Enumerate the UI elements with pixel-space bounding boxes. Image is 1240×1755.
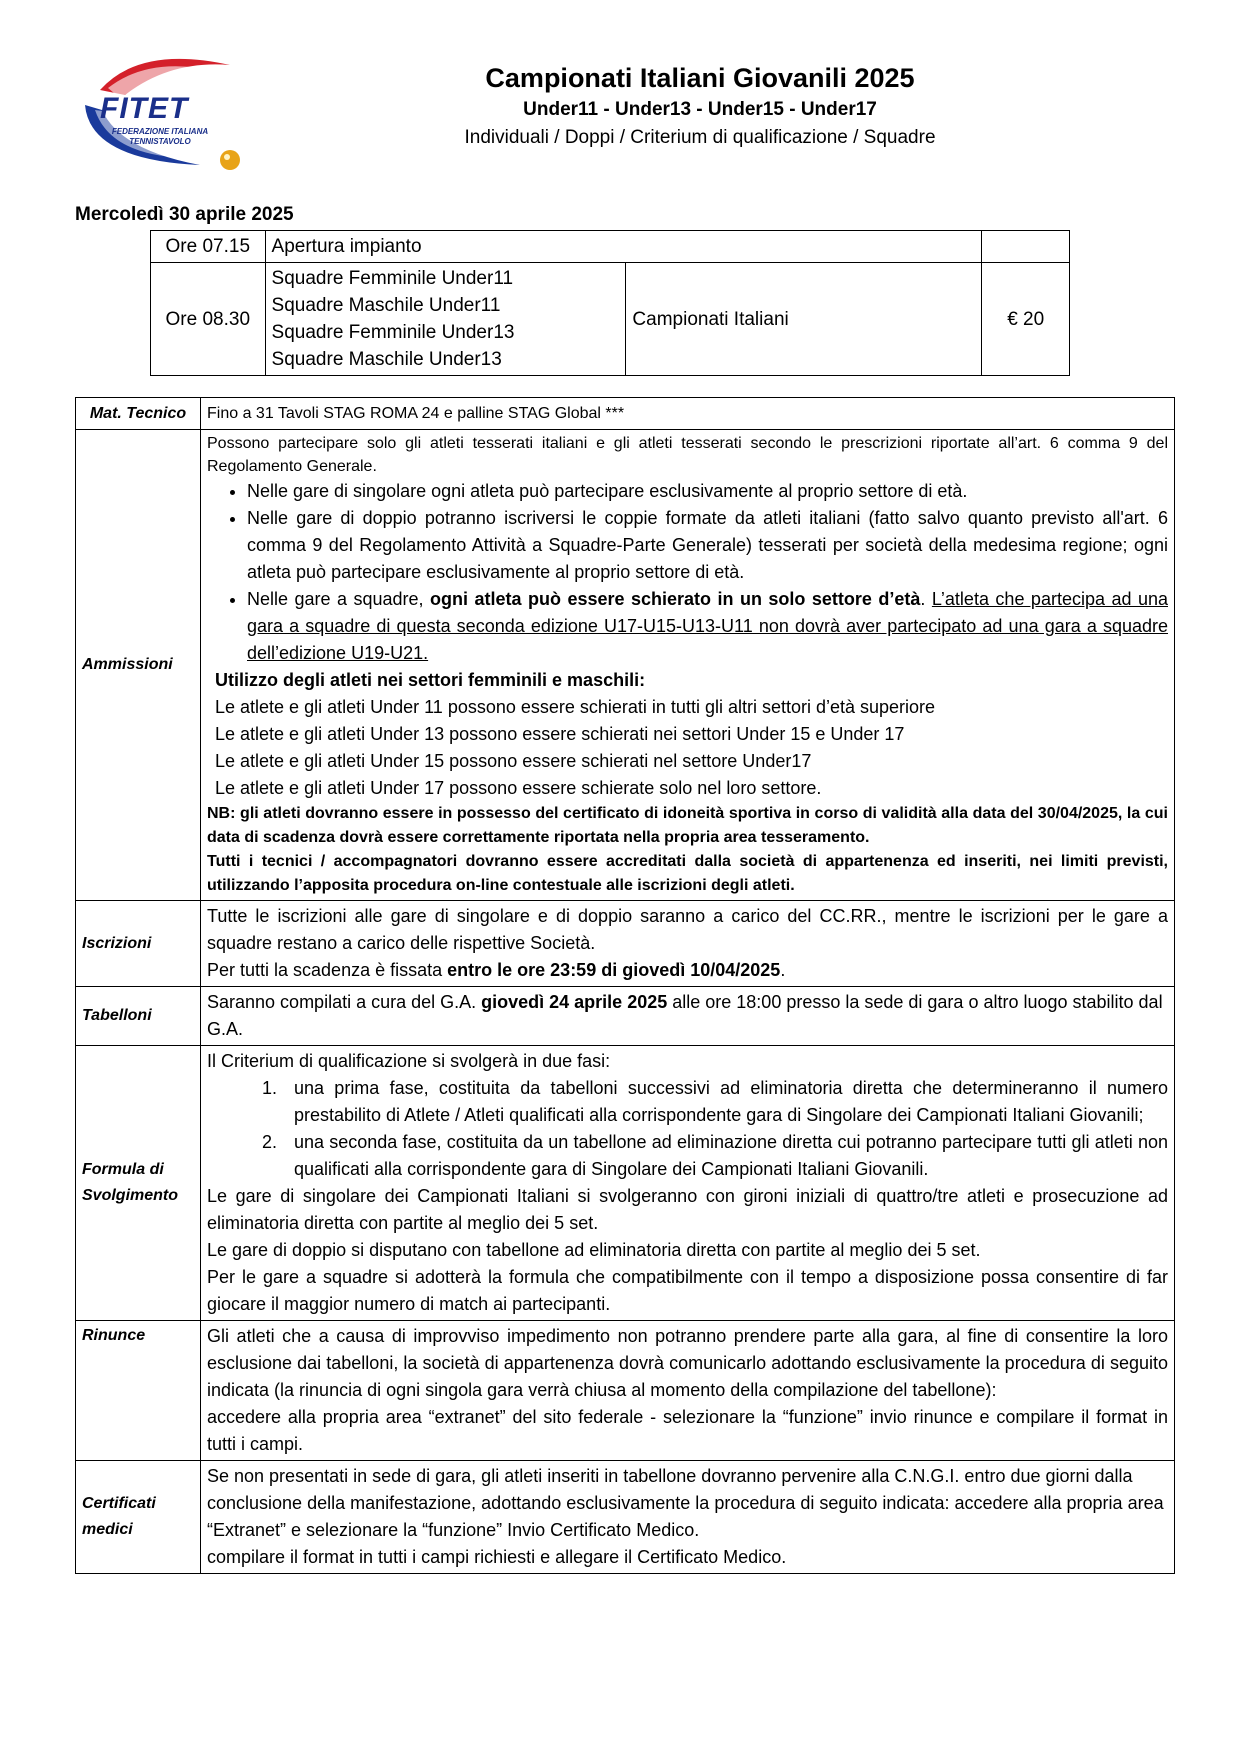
tabelloni-text-a: Saranno compilati a cura del G.A. [207, 992, 482, 1012]
schedule-time: Ore 08.30 [151, 263, 266, 376]
ammissioni-intro: Possono partecipare solo gli atleti tesserati italiani e gli atleti tesserati secondo le prescrizioni riportate all’art. 6 comma 9 del Regolamento Generale. [207, 435, 1168, 475]
schedule-event: Apertura impianto [265, 231, 982, 263]
info-row-ammissioni [76, 430, 1175, 901]
tabelloni-date: giovedì 24 aprile 2025 [481, 992, 668, 1012]
iscrizioni-label: Iscrizioni [76, 901, 201, 987]
schedule-fee: € 20 [982, 263, 1070, 376]
nb-note: NB: gli atleti dovranno essere in possesso del certificato di idoneità sportiva in corso di validità alla data del 30/04/2025, la cui data di scadenza dovrà essere correttamente riportata nella propria area tesseramento. [207, 805, 1168, 846]
schedule-event: Squadre Femminile Under11 [271, 268, 514, 289]
iscrizioni-text-2a: Per tutti la scadenza è fissata [207, 960, 448, 980]
schedule-event: Squadre Maschile Under11 [271, 295, 501, 316]
iscrizioni-text-2c: . [780, 960, 786, 980]
date-line: Mercoledì 30 aprile 2025 [75, 204, 294, 225]
tecnici-note: Tutti i tecnici / accompagnatori dovranno essere accreditati dalla società di appartenenza ed inseriti, nei limiti previsti, utilizzando l’apposita procedura on-line contestuale alle iscrizioni degli atleti. [207, 853, 1168, 894]
rinunce-text-2: accedere alla propria area “extranet” del sito federale - selezionare la “funzione” invio rinunce e compilare il format in tutti i campi. [207, 1407, 1168, 1454]
schedule-fee [982, 231, 1070, 263]
bullet3-text-a: Nelle gare a squadre, [247, 589, 431, 609]
rinunce-text-1: Gli atleti che a causa di improvviso impedimento non potranno prendere parte alla gara, al fine di consentire la loro esclusione dai tabelloni, la società di appartenenza dovrà comunicarlo adottando esclusivamente la procedura di seguito indicata (la rinuncia di ogni singola gara verrà chiusa al momento della compilazione del tabellone): [207, 1326, 1168, 1400]
logo-text: FITET [100, 92, 189, 125]
formula-p2: Le gare di doppio si disputano con tabellone ad eliminatoria diretta con partite al meglio dei 5 set. [207, 1240, 981, 1260]
list-item: 2. una seconda fase, costituita da un tabellone ad eliminazione diretta cui potranno partecipare tutti gli atleti non qualificati alla corrispondente gara di Singolare dei Campionati Italiani Giovanili. [282, 1129, 1168, 1183]
schedule-event: Squadre Femminile Under13 [271, 322, 515, 343]
formula-list [207, 1075, 1168, 1183]
utilizzo-item: Le atlete e gli atleti Under 11 possono essere schierati in tutti gli altri settori d’età superiore [215, 697, 936, 717]
list-item: • Nelle gare di doppio potranno iscriversi le coppie formate da atleti italiani (fatto salvo quanto previsto all'art. 6 comma 9 del Regolamento Attività a Squadre-Parte Generale) tesserati per società della medesima regione; ogni atleta può partecipare esclusivamente al proprio settore di età. [247, 505, 1168, 586]
formula-content [201, 1046, 1175, 1321]
bullet3-text-b: ogni atleta può essere schierato in un solo settore d’età [430, 589, 921, 609]
schedule-row [151, 263, 1070, 376]
tabelloni-label: Tabelloni [76, 987, 201, 1046]
formula-p3: Per le gare a squadre si adotterà la formula che compatibilmente con il tempo a disposizione possa consentire di far giocare il maggior numero di match ai partecipanti. [207, 1267, 1168, 1314]
formula-intro: Il Criterium di qualificazione si svolgerà in due fasi: [207, 1051, 611, 1071]
iscrizioni-text-1: Tutte le iscrizioni alle gare di singolare e di doppio saranno a carico del CC.RR., mentre le iscrizioni per le gare a squadre restano a carico delle rispettive Società. [207, 906, 1168, 953]
mat-tecnico-label: Mat. Tecnico [76, 398, 201, 430]
formula-label: Formula di Svolgimento [76, 1046, 201, 1321]
certificati-label: Certificati medici [76, 1461, 201, 1574]
info-table [75, 397, 1175, 1574]
list-item: • Nelle gare di singolare ogni atleta può partecipare esclusivamente al proprio settore di età. [247, 478, 1168, 505]
certificati-text-1: Se non presentati in sede di gara, gli atleti inseriti in tabellone dovranno pervenire alla C.N.G.I. entro due giorni dalla conclusione della manifestazione, adottando esclusivamente la procedura di seguito indicata: accedere alla propria area “Extranet” e selezionare la “funzione” Invio Certificato Medico. [207, 1466, 1164, 1540]
page-subtitle-2: Individuali / Doppi / Criterium di qualificazione / Squadre [464, 127, 936, 148]
certificati-content [201, 1461, 1175, 1574]
ammissioni-list [207, 478, 1168, 667]
iscrizioni-deadline: entro le ore 23:59 di giovedì 10/04/2025 [447, 960, 781, 980]
page-title: Campionati Italiani Giovanili 2025 [485, 63, 915, 93]
info-row-certificati [76, 1461, 1175, 1574]
utilizzo-item: Le atlete e gli atleti Under 13 possono essere schierati nei settori Under 15 e Under 17 [215, 724, 905, 744]
info-row-tabelloni [76, 987, 1175, 1046]
utilizzo-item: Le atlete e gli atleti Under 15 possono essere schierati nel settore Under17 [215, 751, 812, 771]
tabelloni-text-c: alle ore 18:00 presso la sede di gara o altro luogo stabilito dal G.A. [207, 992, 1163, 1039]
info-row-mat-tecnico [76, 398, 1175, 430]
mat-tecnico-text: Fino a 31 Tavoli STAG ROMA 24 e palline STAG Global *** [201, 398, 1175, 430]
bullet3-text-d: L’atleta che partecipa ad una gara a squadre di questa seconda edizione U17-U15-U13-U11 non dovrà aver partecipato ad una gara a squadre dell’edizione U19-U21. [247, 589, 1168, 663]
info-row-formula [76, 1046, 1175, 1321]
schedule-event: Squadre Maschile Under13 [271, 349, 502, 370]
header [380, 60, 1020, 152]
bullet3-text-c: . [920, 589, 932, 609]
list-item: 1. una prima fase, costituita da tabelloni successivi ad eliminatoria diretta che determineranno il numero prestabilito di Atlete / Atleti qualificati alla corrispondente gara di Singolare dei Campionati Italiani Giovanili; [282, 1075, 1168, 1129]
rinunce-label: Rinunce [76, 1321, 201, 1461]
info-row-rinunce [76, 1321, 1175, 1461]
schedule-time: Ore 07.15 [151, 231, 266, 263]
utilizzo-title: Utilizzo degli atleti nei settori femminili e maschili: [215, 670, 646, 690]
schedule-table [150, 230, 1070, 376]
iscrizioni-content [201, 901, 1175, 987]
schedule-events [265, 263, 626, 376]
page-subtitle: Under11 - Under13 - Under15 - Under17 [523, 99, 877, 120]
utilizzo-item: Le atlete e gli atleti Under 17 possono essere schierate solo nel loro settore. [215, 778, 822, 798]
formula-p1: Le gare di singolare dei Campionati Italiani si svolgeranno con gironi iniziali di quattro/tre atleti e prosecuzione ad eliminatoria diretta con partite al meglio dei 5 set. [207, 1186, 1168, 1233]
iscrizioni-text-2 [207, 957, 1168, 984]
logo-subtitle: FEDERAZIONE ITALIANA TENNISTAVOLO [111, 127, 209, 146]
ammissioni-label: Ammissioni [76, 430, 201, 901]
tabelloni-content [201, 987, 1175, 1046]
schedule-row [151, 231, 1070, 263]
rinunce-content [201, 1321, 1175, 1461]
certificati-text-2: compilare il format in tutti i campi richiesti e allegare il Certificato Medico. [207, 1547, 787, 1567]
schedule-type: Campionati Italiani [626, 263, 982, 376]
ammissioni-content [201, 430, 1175, 901]
fitet-logo [80, 50, 260, 180]
list-item [247, 586, 1168, 667]
info-row-iscrizioni [76, 901, 1175, 987]
